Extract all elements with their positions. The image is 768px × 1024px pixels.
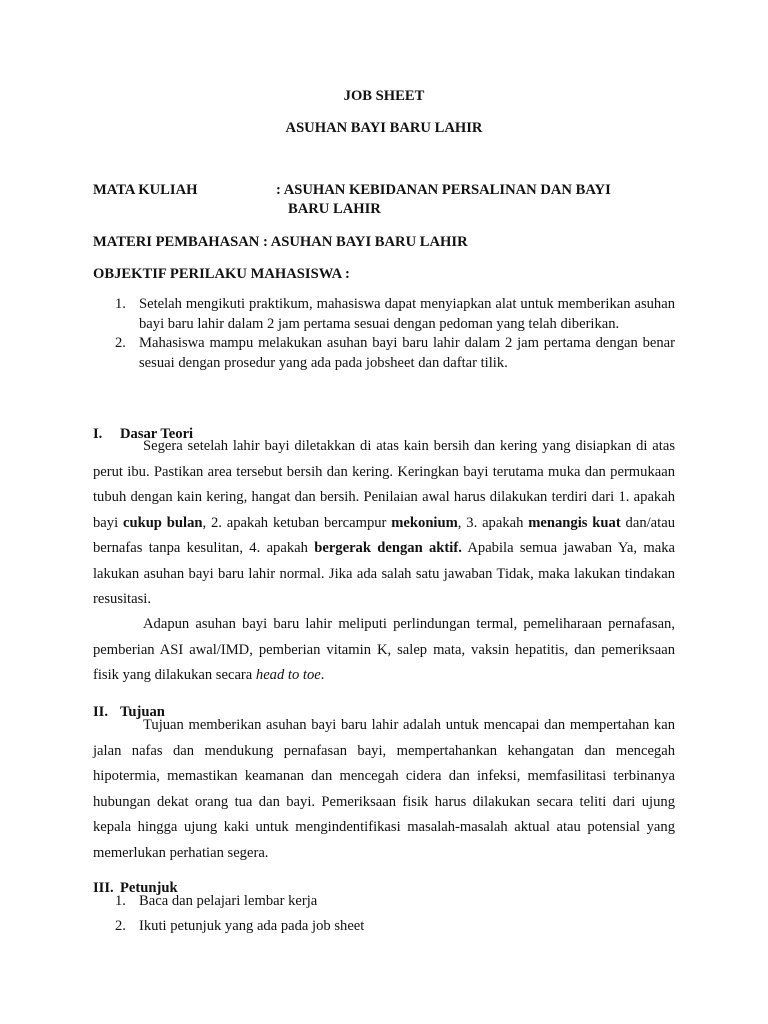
paragraph-dasar-teori-2 bbox=[93, 612, 675, 689]
list-item-text: Baca dan pelajari lembar kerja bbox=[139, 893, 318, 909]
petunjuk-list bbox=[115, 889, 675, 939]
section-title: Petunjuk bbox=[120, 879, 178, 896]
course-label: MATA KULIAH bbox=[93, 182, 198, 198]
paragraph-dasar-teori-1 bbox=[93, 434, 675, 613]
text-run: dan/atau bernafas tanpa kesulitan, 4. apakah bbox=[93, 514, 675, 556]
list-item bbox=[115, 914, 675, 939]
text-run: Segera setelah lahir bayi diletakkan di atas kain bersih dan kering yang disiapkan di atas perut ibu. Pastikan area tersebut bersih dan kering. Keringkan bayi terutama muka dan permukaan tubuh dengan kain kering, hangat dan bersih. Penilaian awal harus dilakukan terdiri dari 1. apakah bayi bbox=[93, 438, 675, 531]
list-item bbox=[115, 334, 675, 373]
list-item bbox=[115, 295, 675, 334]
list-item-text: Ikuti petunjuk yang ada pada job sheet bbox=[139, 918, 365, 934]
text-run: Apabila semua jawaban Ya, maka lakukan asuhan bayi baru lahir normal. Jika ada salah satu jawaban Tidak, maka lakukan tindakan resusitasi. bbox=[93, 540, 675, 607]
bold-term: bergerak dengan aktif. bbox=[314, 540, 462, 556]
objective-heading: OBJEKTIF PERILAKU MAHASISWA : bbox=[93, 266, 350, 282]
topic-line: MATERI PEMBAHASAN : ASUHAN BAYI BARU LAHIR bbox=[93, 234, 468, 250]
section-numeral: I. bbox=[93, 425, 103, 442]
section-numeral: III. bbox=[93, 879, 114, 896]
text-run: . bbox=[320, 667, 325, 683]
bold-term: cukup bulan bbox=[122, 514, 203, 531]
bold-term: mekonium bbox=[391, 514, 458, 531]
italic-term: head to toe bbox=[255, 667, 321, 683]
list-item-number: 2. bbox=[115, 335, 126, 351]
list-item-number: 1. bbox=[115, 296, 126, 312]
section-title: Tujuan bbox=[120, 703, 165, 720]
list-item-text: Setelah mengikuti praktikum, mahasiswa dapat menyiapkan alat untuk memberikan asuhan bayi baru lahir dalam 2 jam pertama sesuai dengan pedoman yang telah diberikan. bbox=[139, 296, 675, 332]
list-item-text: Mahasiswa mampu melakukan asuhan bayi baru lahir dalam 2 jam pertama dengan benar sesuai dengan prosedur yang ada pada jobsheet dan daftar tilik. bbox=[139, 335, 675, 371]
list-item-number: 1. bbox=[115, 893, 126, 909]
section-numeral: II. bbox=[93, 703, 109, 720]
doc-subtitle: ASUHAN BAYI BARU LAHIR bbox=[285, 120, 483, 136]
bold-term: menangis kuat bbox=[528, 514, 621, 531]
text-run: Adapun asuhan bayi baru lahir meliputi perlindungan termal, pemeliharaan pernafasan, pemberian ASI awal/IMD, pemberian vitamin K, salep mata, vaksin hepatitis, dan pemeriksaan fisik yang dilakukan secara bbox=[93, 616, 675, 683]
text-run: , 3. apakah bbox=[457, 514, 529, 531]
text-run: , 2. apakah ketuban bercampur bbox=[202, 514, 392, 531]
doc-title: JOB SHEET bbox=[343, 88, 425, 104]
section-title: Dasar Teori bbox=[120, 425, 194, 442]
paragraph-tujuan: Tujuan memberikan asuhan bayi baru lahir adalah untuk mencapai dan mempertahan kan jalan nafas dan mendukung pernafasan bayi, mempertahankan kehangatan dan mencegah hipotermia, memastikan keamanan dan mencegah cidera dan infeksi, memfasilitasi terbinanya hubungan dekat orang tua dan bayi. Pemeriksaan fisik harus dilakukan secara teliti dari ujung kepala hingga ujung kaki untuk mengindentifikasi masalah-masalah aktual atau potensial yang memerlukan perhatian segera. bbox=[93, 717, 675, 861]
course-value-line2: BARU LAHIR bbox=[288, 201, 381, 217]
list-item bbox=[115, 889, 675, 914]
objectives-list bbox=[115, 295, 675, 373]
course-value-line1: : ASUHAN KEBIDANAN PERSALINAN DAN BAYI bbox=[276, 182, 611, 198]
list-item-number: 2. bbox=[115, 918, 126, 934]
